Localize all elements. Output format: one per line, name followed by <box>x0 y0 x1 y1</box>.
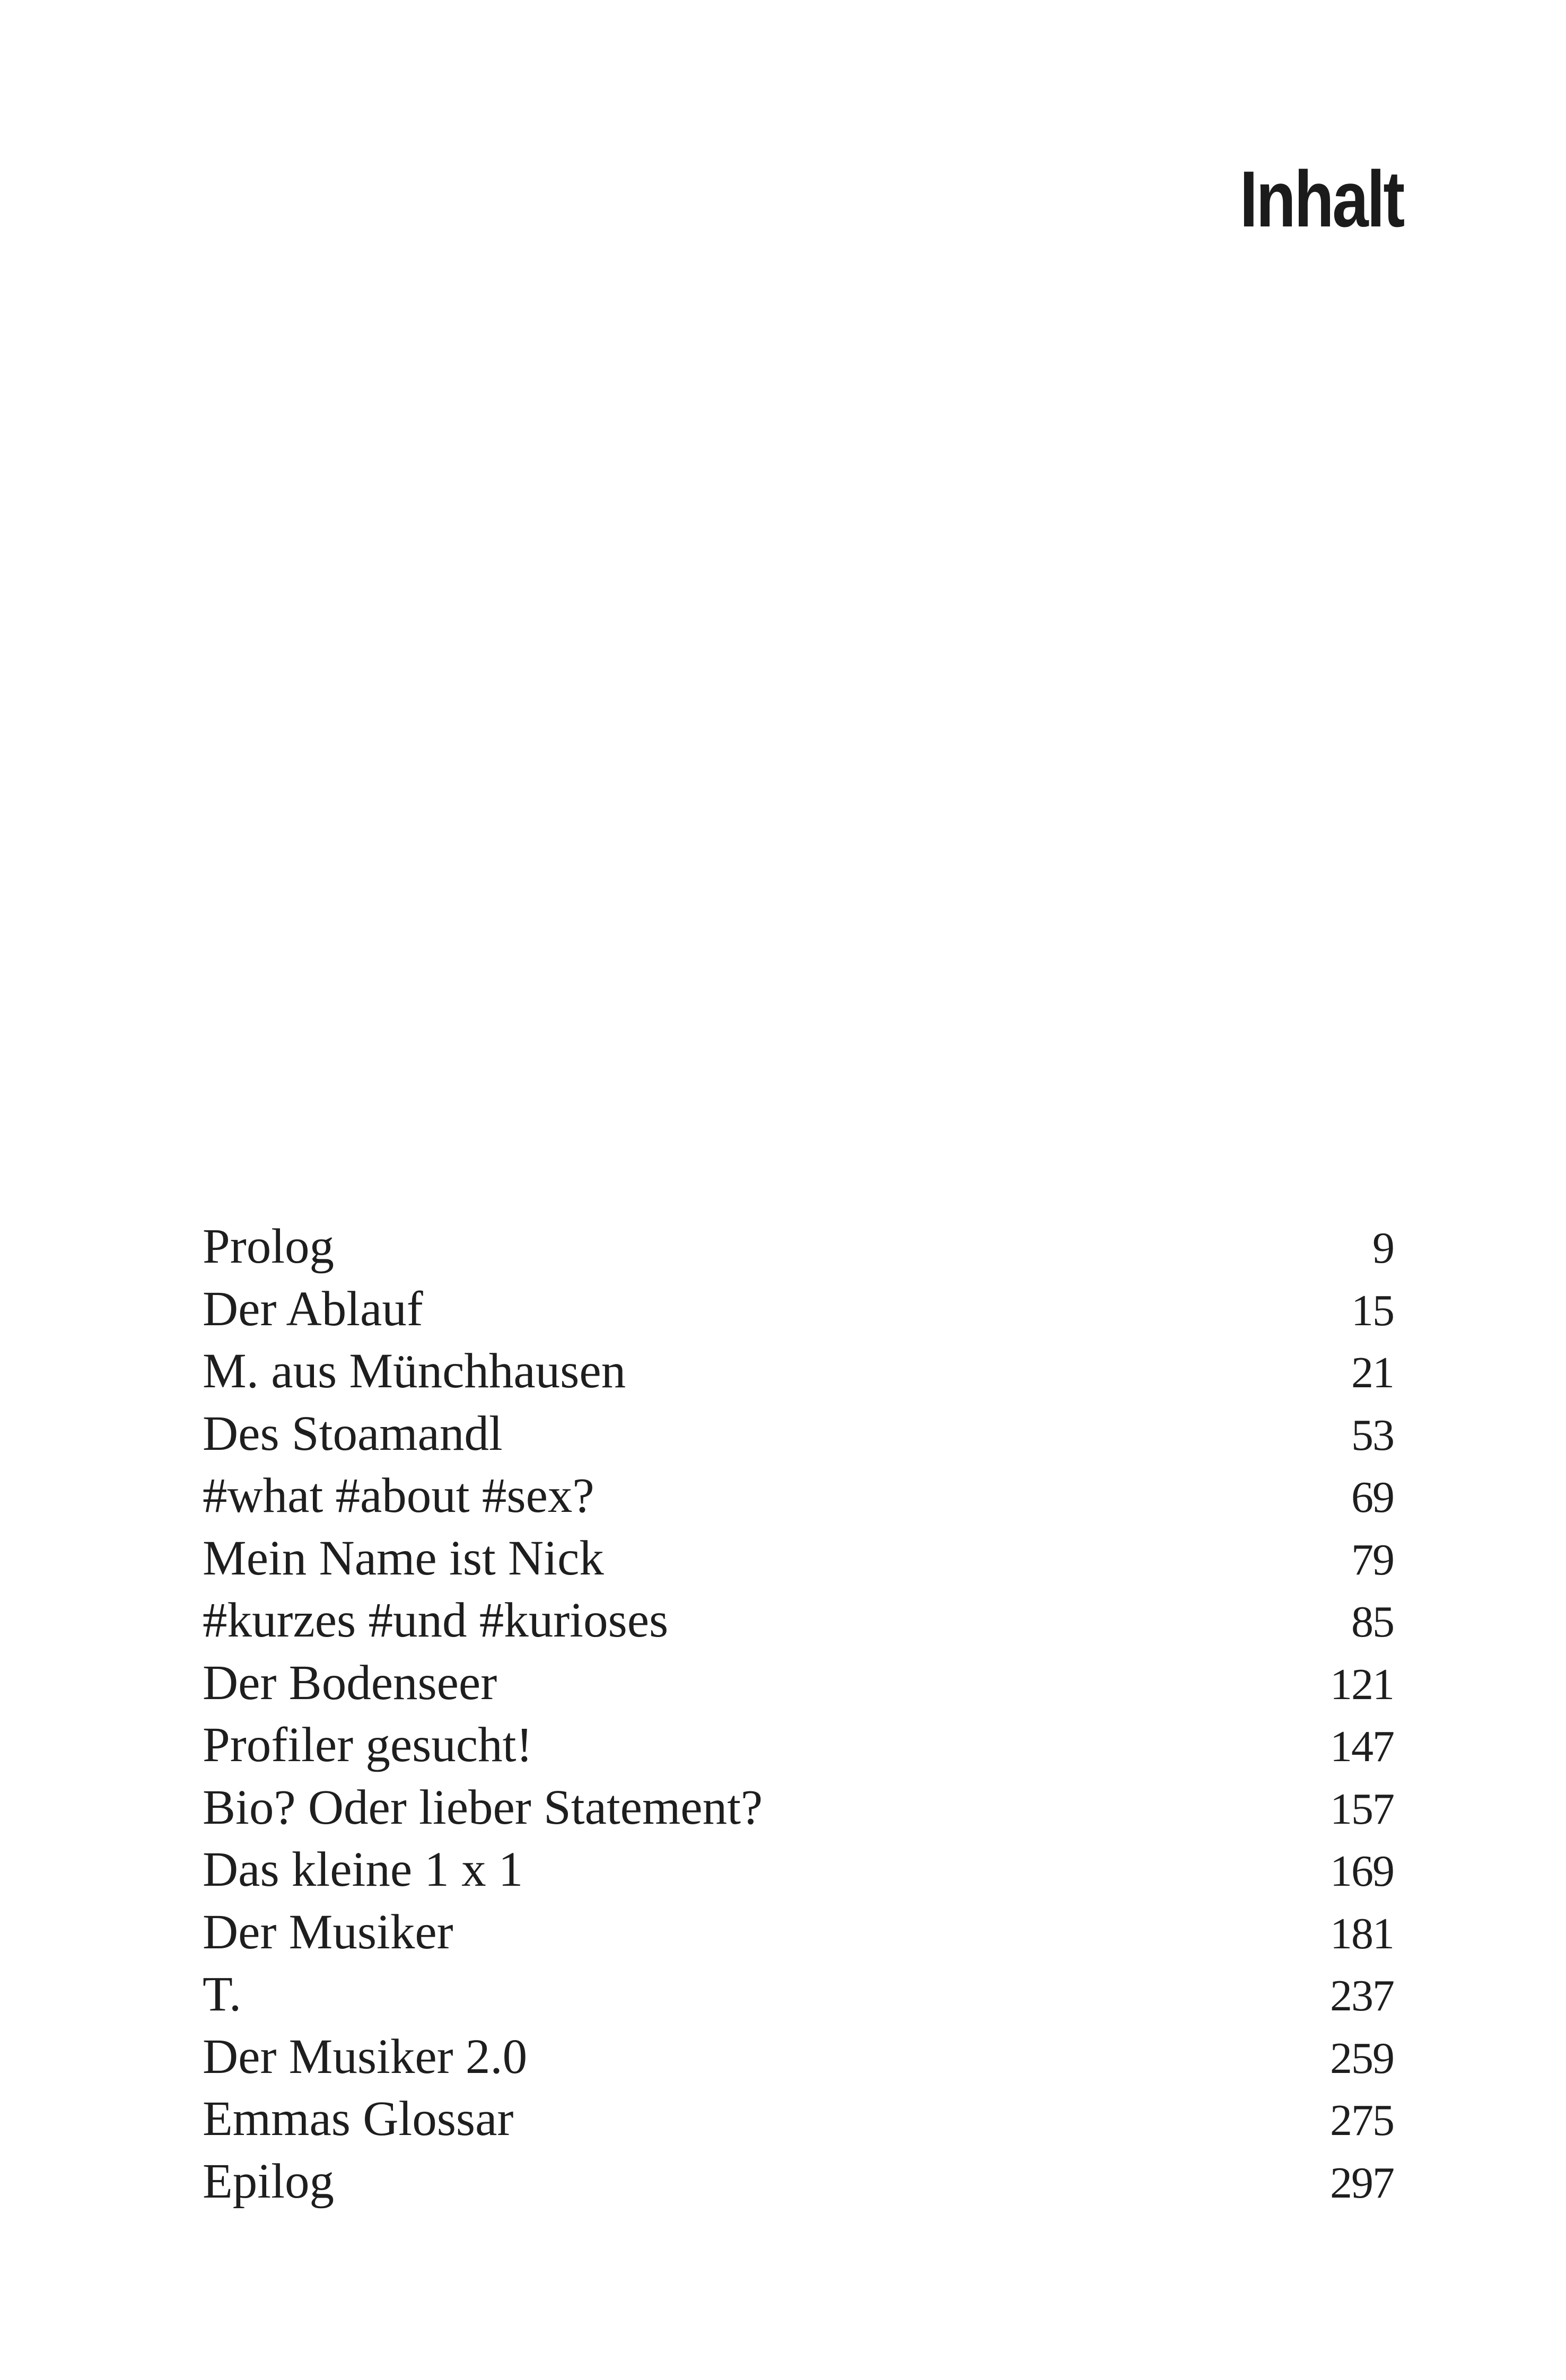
toc-entry-title: T. <box>203 1967 242 2022</box>
toc-entry <box>203 1465 1394 1527</box>
toc-entry-title: Der Musiker 2.0 <box>203 2029 528 2084</box>
toc-entry-title: Der Ablauf <box>203 1281 423 1336</box>
toc-entry-page-number: 79 <box>1351 1535 1394 1585</box>
toc-entry-title: Des Stoamandl <box>203 1406 503 1461</box>
toc-entry <box>203 2026 1394 2088</box>
toc-entry-title: Der Musiker <box>203 1904 453 1959</box>
toc-entry-page-number: 85 <box>1351 1597 1394 1647</box>
toc-entry <box>203 1652 1394 1714</box>
toc-entry-page-number: 53 <box>1351 1410 1394 1460</box>
toc-entry-title: Der Bodenseer <box>203 1655 497 1710</box>
toc-entry-page-number: 157 <box>1330 1784 1394 1834</box>
toc-entry-title: Emmas Glossar <box>203 2092 514 2146</box>
toc-entry <box>203 1777 1394 1839</box>
toc-entry <box>203 1278 1394 1341</box>
toc-entry-title: Bio? Oder lieber Statement? <box>203 1780 763 1835</box>
toc-entry-page-number: 259 <box>1330 2033 1394 2083</box>
toc-entry-page-number: 69 <box>1351 1473 1394 1522</box>
toc-entry-title: #what #about #sex? <box>203 1468 594 1523</box>
toc-entry-page-number: 147 <box>1330 1722 1394 1771</box>
toc-entry <box>203 1901 1394 1964</box>
toc-entry-title: Das kleine 1 x 1 <box>203 1842 523 1897</box>
toc-entry-page-number: 21 <box>1351 1348 1394 1397</box>
toc-entry <box>203 1340 1394 1403</box>
toc-entry <box>203 1963 1394 2026</box>
toc-entry <box>203 1215 1394 1278</box>
table-of-contents <box>203 1215 1394 2212</box>
toc-entry-page-number: 181 <box>1330 1909 1394 1958</box>
toc-entry-title: Mein Name ist Nick <box>203 1530 604 1586</box>
toc-entry-page-number: 121 <box>1330 1659 1394 1709</box>
toc-entry <box>203 1589 1394 1652</box>
toc-entry <box>203 2088 1394 2150</box>
page-title: Inhalt <box>1239 154 1403 243</box>
toc-entry <box>203 1527 1394 1590</box>
toc-entry-title: M. aus Münchhausen <box>203 1344 626 1398</box>
toc-entry <box>203 2150 1394 2213</box>
toc-entry-page-number: 275 <box>1330 2096 1394 2145</box>
toc-entry-page-number: 9 <box>1372 1223 1394 1273</box>
toc-entry-page-number: 237 <box>1330 1971 1394 2020</box>
toc-entry-title: Profiler gesucht! <box>203 1718 533 1772</box>
toc-entry-title: Epilog <box>203 2154 334 2209</box>
toc-entry-title: Prolog <box>203 1219 335 1274</box>
toc-entry <box>203 1839 1394 1901</box>
toc-entry-page-number: 297 <box>1330 2158 1394 2208</box>
toc-entry <box>203 1403 1394 1465</box>
toc-entry-page-number: 169 <box>1330 1847 1394 1896</box>
toc-entry <box>203 1714 1394 1777</box>
toc-entry-title: #kurzes #und #kurioses <box>203 1593 669 1648</box>
toc-entry-page-number: 15 <box>1351 1285 1394 1335</box>
